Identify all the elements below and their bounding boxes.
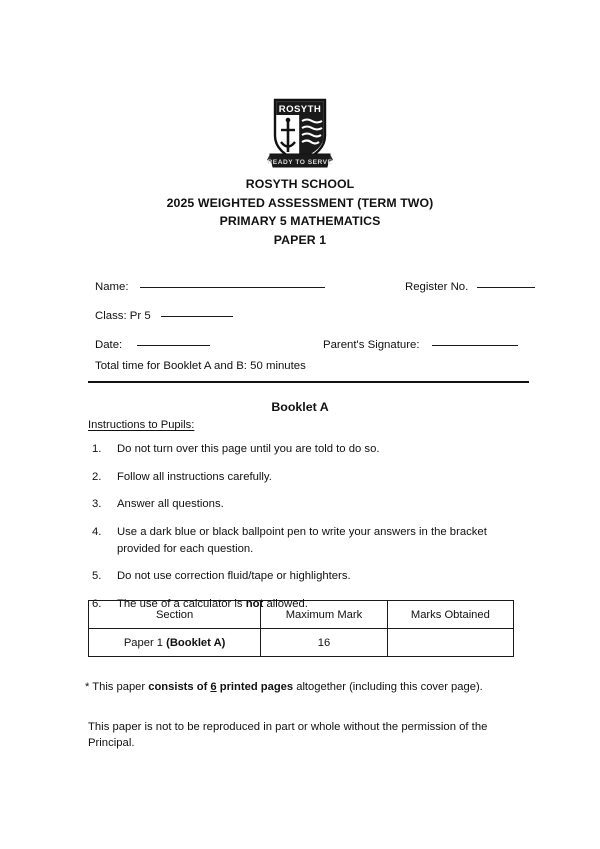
class-input[interactable]	[161, 316, 233, 317]
instruction-text: Answer all questions.	[117, 498, 224, 510]
assessment-name: 2025 WEIGHTED ASSESSMENT (TERM TWO)	[166, 195, 434, 210]
section-plain: Paper 1	[123, 636, 167, 649]
instruction-number: 5.	[92, 570, 102, 582]
column-header-maximum-mark: Maximum Mark	[261, 601, 388, 629]
register-no-input[interactable]	[477, 287, 535, 288]
section-divider	[88, 381, 529, 383]
section-bold: (Booklet A)	[166, 636, 226, 649]
marks-table	[88, 597, 514, 657]
instruction-item	[92, 496, 522, 513]
pages-note-count: 6	[210, 681, 217, 693]
total-time-text: Total time for Booklet A and B: 50 minutes	[95, 360, 306, 372]
instructions-list	[92, 441, 522, 623]
column-header-section: Section	[89, 601, 261, 629]
student-details-fields	[95, 281, 515, 368]
cell-maximum-mark: 16	[261, 629, 388, 657]
pages-note-suffix: altogether (including this cover page).	[293, 681, 483, 693]
rosyth-school-crest-icon	[267, 96, 333, 172]
instruction-text-continued: provided for each question.	[117, 542, 254, 555]
cell-marks-obtained[interactable]	[387, 629, 513, 657]
copyright-line-2: Principal.	[88, 736, 135, 749]
class-label: Class: Pr 5	[95, 310, 151, 322]
copyright-note	[88, 720, 508, 751]
instruction-item	[92, 441, 522, 458]
instruction-number: 6.	[92, 597, 102, 610]
instruction-number: 2.	[92, 470, 102, 483]
date-label: Date:	[95, 339, 123, 351]
paper-name: PAPER 1	[273, 232, 327, 247]
name-row	[95, 281, 515, 310]
svg-text:READY TO SERVE: READY TO SERVE	[267, 159, 333, 166]
pages-note-bold-2: printed pages	[216, 681, 294, 693]
table-row	[89, 629, 514, 657]
page-title	[0, 175, 600, 249]
instruction-text-after: allowed.	[263, 597, 308, 610]
instruction-item	[92, 568, 522, 585]
school-name: ROSYTH SCHOOL	[245, 177, 355, 191]
parent-signature-label: Parent's Signature:	[323, 339, 420, 351]
instruction-number: 1.	[92, 443, 102, 455]
instruction-text-before: The use of a calculator is	[117, 597, 246, 610]
register-no-group	[405, 281, 535, 293]
parent-signature-input[interactable]	[432, 345, 518, 346]
pages-note	[85, 681, 483, 693]
instruction-number: 3.	[92, 498, 102, 510]
instruction-item	[92, 469, 522, 486]
svg-text:ROSYTH: ROSYTH	[278, 104, 322, 115]
instruction-text-emphasis: not	[245, 597, 264, 610]
subject-name: PRIMARY 5 MATHEMATICS	[219, 214, 381, 229]
instruction-number: 4.	[92, 525, 102, 538]
parent-signature-group	[323, 339, 518, 351]
copyright-line-1: This paper is not to be reproduced in part or whole without the permission of the	[88, 721, 488, 733]
crest-container	[0, 96, 600, 172]
cell-section	[89, 629, 261, 657]
instruction-text: Do not turn over this page until you are told to do so.	[117, 443, 380, 455]
instruction-item	[92, 524, 522, 558]
instruction-text: Use a dark blue or black ballpoint pen to write your answers in the bracket	[117, 525, 487, 538]
instruction-text: Follow all instructions carefully.	[117, 470, 272, 483]
name-label: Name:	[95, 281, 129, 293]
register-no-label: Register No.	[405, 281, 469, 293]
instructions-title: Instructions to Pupils:	[88, 419, 195, 431]
pages-note-prefix: * This paper	[85, 681, 149, 693]
pages-note-bold-1: consists of	[148, 681, 211, 693]
name-input[interactable]	[140, 287, 325, 288]
column-header-marks-obtained: Marks Obtained	[387, 601, 513, 629]
date-input[interactable]	[137, 345, 210, 346]
class-row	[95, 310, 515, 339]
table-header-row	[89, 601, 514, 629]
booklet-heading: Booklet A	[271, 400, 329, 414]
instruction-text: Do not use correction fluid/tape or highlighters.	[117, 570, 351, 582]
